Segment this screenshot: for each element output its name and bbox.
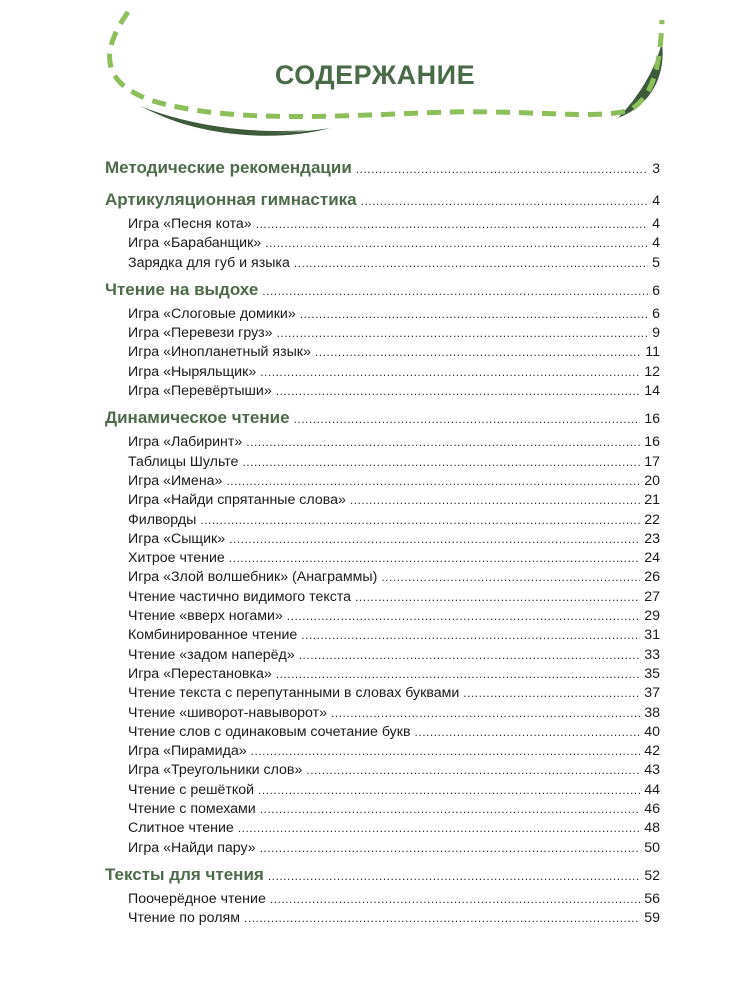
toc-section[interactable] xyxy=(105,190,660,216)
dot-leader xyxy=(350,493,640,507)
dot-leader xyxy=(276,384,640,398)
toc-item-label: Игра «Слоговые домики» xyxy=(128,305,296,322)
toc-page-number: 46 xyxy=(644,801,660,818)
toc-item[interactable] xyxy=(105,666,660,685)
toc-item[interactable] xyxy=(105,782,660,801)
dot-leader xyxy=(256,217,648,231)
toc-item[interactable] xyxy=(105,492,660,511)
toc-item-label: Игра «Барабанщик» xyxy=(128,235,262,252)
toc-page-number: 48 xyxy=(644,820,660,837)
toc-item-label: Слитное чтение xyxy=(128,820,234,837)
table-of-contents xyxy=(105,158,660,930)
dot-leader xyxy=(331,706,640,720)
toc-page-number: 56 xyxy=(644,890,660,907)
dot-leader xyxy=(251,744,641,758)
toc-item[interactable] xyxy=(105,589,660,608)
toc-page-number: 17 xyxy=(644,453,660,470)
toc-section[interactable] xyxy=(105,280,660,306)
toc-page-number: 12 xyxy=(644,363,660,380)
toc-page-number: 4 xyxy=(652,235,660,252)
dot-leader xyxy=(200,513,640,527)
dot-leader xyxy=(229,532,640,546)
toc-item-label: Игра «Лабиринт» xyxy=(128,434,243,451)
toc-section-title: Артикуляционная гимнастика xyxy=(105,190,357,209)
toc-page-number: 16 xyxy=(644,434,660,451)
toc-page-number: 6 xyxy=(652,305,660,322)
toc-item[interactable] xyxy=(105,306,660,325)
toc-item[interactable] xyxy=(105,364,660,383)
toc-item[interactable] xyxy=(105,801,660,820)
toc-page-number: 9 xyxy=(652,325,660,342)
toc-item[interactable] xyxy=(105,891,660,910)
dot-leader xyxy=(265,236,648,250)
toc-page-number: 44 xyxy=(644,781,660,798)
toc-page-number: 29 xyxy=(644,608,660,625)
swoosh-left xyxy=(140,106,310,132)
toc-item-label: Игра «Сыщик» xyxy=(128,530,226,547)
toc-item-label: Филворды xyxy=(128,511,197,528)
toc-page-number: 27 xyxy=(644,588,660,605)
toc-item-label: Чтение текста с перепутанными в словах буквами xyxy=(128,685,460,702)
toc-page-number: 38 xyxy=(644,704,660,721)
toc-page-number: 16 xyxy=(644,410,660,427)
dot-leader xyxy=(294,412,641,426)
toc-item[interactable] xyxy=(105,685,660,704)
toc-item[interactable] xyxy=(105,647,660,666)
toc-item-label: Поочерёдное чтение xyxy=(128,890,266,907)
toc-item-label: Игра «Треугольники слов» xyxy=(128,762,303,779)
toc-page-number: 43 xyxy=(644,762,660,779)
dot-leader xyxy=(238,821,640,835)
toc-item-label: Чтение по ролям xyxy=(128,910,240,927)
toc-item[interactable] xyxy=(105,910,660,929)
dot-leader xyxy=(268,869,641,883)
toc-item[interactable] xyxy=(105,216,660,235)
toc-page-number: 42 xyxy=(644,743,660,760)
toc-item-label: Игра «Инопланетный язык» xyxy=(128,344,311,361)
toc-item[interactable] xyxy=(105,627,660,646)
toc-item[interactable] xyxy=(105,325,660,344)
toc-item-label: Чтение с решёткой xyxy=(128,781,255,798)
toc-item-label: Хитрое чтение xyxy=(128,550,225,567)
toc-item[interactable] xyxy=(105,473,660,492)
toc-page-number: 59 xyxy=(644,910,660,927)
dot-leader xyxy=(244,911,640,925)
toc-item-label: Таблицы Шульте xyxy=(128,453,239,470)
toc-item-label: Игра «Найди пару» xyxy=(128,839,256,856)
toc-page-number: 4 xyxy=(652,216,660,232)
dot-leader xyxy=(229,551,640,565)
toc-page-number: 26 xyxy=(644,569,660,586)
toc-item-label: Игра «Злой волшебник» (Анаграммы) xyxy=(128,569,378,586)
toc-page-number: 5 xyxy=(652,254,660,271)
toc-item[interactable] xyxy=(105,255,660,274)
toc-item[interactable] xyxy=(105,344,660,363)
toc-item-label: Чтение «шиворот-навыворот» xyxy=(128,704,328,721)
toc-item-label: Комбинированное чтение xyxy=(128,627,298,644)
dot-leader xyxy=(226,474,640,488)
dot-leader xyxy=(315,345,641,359)
toc-section-title: Методические рекомендации xyxy=(105,158,352,177)
toc-item[interactable] xyxy=(105,608,660,627)
toc-item-label: Чтение слов с одинаковым сочетание букв xyxy=(128,723,411,740)
toc-page-number: 20 xyxy=(644,472,660,489)
toc-item[interactable] xyxy=(105,434,660,453)
toc-page-number: 11 xyxy=(645,344,660,361)
toc-item[interactable] xyxy=(105,454,660,473)
toc-item[interactable] xyxy=(105,762,660,781)
toc-item[interactable] xyxy=(105,383,660,402)
toc-item-label: Чтение «вверх ногами» xyxy=(128,608,283,625)
toc-page-number: 31 xyxy=(644,627,660,644)
toc-page-number: 50 xyxy=(644,839,660,856)
dot-leader xyxy=(381,570,640,584)
dot-leader xyxy=(355,590,640,604)
toc-section-title: Тексты для чтения xyxy=(105,864,264,884)
toc-page-number: 21 xyxy=(644,492,660,509)
toc-item[interactable] xyxy=(105,235,660,254)
dot-leader xyxy=(270,892,640,906)
dot-leader xyxy=(242,455,640,469)
toc-page-number: 22 xyxy=(644,511,660,528)
toc-item[interactable] xyxy=(105,550,660,569)
toc-item-label: Игра «Ныряльщик» xyxy=(128,363,257,380)
dot-leader xyxy=(287,609,640,623)
dot-leader xyxy=(260,841,641,855)
dot-leader xyxy=(258,783,640,797)
dot-leader xyxy=(260,365,640,379)
toc-item[interactable] xyxy=(105,724,660,743)
toc-item-label: Зарядка для губ и языка xyxy=(128,254,290,271)
toc-item[interactable] xyxy=(105,569,660,588)
toc-item[interactable] xyxy=(105,820,660,839)
toc-item-label: Игра «Пирамида» xyxy=(128,743,247,760)
toc-page-number: 3 xyxy=(652,160,660,176)
toc-item-label: Игра «Перевези груз» xyxy=(128,325,273,342)
toc-item-label: Игра «Перевёртыши» xyxy=(128,383,272,400)
toc-item-label: Игра «Песня кота» xyxy=(128,216,252,232)
dot-leader xyxy=(301,628,640,642)
dot-leader xyxy=(306,763,640,777)
swoosh-left-shadow xyxy=(145,108,330,136)
toc-page-number: 24 xyxy=(644,550,660,567)
toc-item[interactable] xyxy=(105,705,660,724)
dot-leader xyxy=(277,326,649,340)
toc-section-title: Чтение на выдохе xyxy=(105,279,259,299)
dot-leader xyxy=(246,435,640,449)
toc-page-number: 33 xyxy=(644,646,660,663)
dot-leader xyxy=(276,667,640,681)
toc-item-label: Игра «Имена» xyxy=(128,472,223,489)
toc-item-label: Чтение «задом наперёд» xyxy=(128,646,295,663)
dot-leader xyxy=(361,194,649,208)
toc-item-label: Игра «Найди спрятанные слова» xyxy=(128,492,346,509)
dot-leader xyxy=(262,284,648,298)
dot-leader xyxy=(463,686,640,700)
toc-section[interactable] xyxy=(105,408,660,434)
dot-leader xyxy=(294,256,648,270)
toc-item[interactable] xyxy=(105,840,660,859)
toc-section-title: Динамическое чтение xyxy=(105,408,290,428)
toc-item[interactable] xyxy=(105,512,660,531)
toc-page-number: 14 xyxy=(644,383,660,400)
toc-item[interactable] xyxy=(105,531,660,550)
toc-item[interactable] xyxy=(105,743,660,762)
toc-section[interactable] xyxy=(105,865,660,891)
toc-page-number: 40 xyxy=(644,723,660,740)
toc-page-number: 6 xyxy=(652,281,660,298)
toc-page-number: 4 xyxy=(652,192,660,208)
toc-item-label: Чтение частично видимого текста xyxy=(128,588,352,605)
page-title: СОДЕРЖАНИЕ xyxy=(274,60,476,90)
toc-page-number: 52 xyxy=(644,866,660,883)
toc-page-number: 37 xyxy=(644,685,660,702)
toc-page-number: 23 xyxy=(644,530,660,547)
toc-item-label: Чтение с помехами xyxy=(128,801,256,818)
dot-leader xyxy=(356,162,648,176)
toc-page-number: 35 xyxy=(644,665,660,682)
toc-section[interactable] xyxy=(105,158,660,184)
toc-item-label: Игра «Перестановка» xyxy=(128,665,272,682)
dot-leader xyxy=(260,802,640,816)
dot-leader xyxy=(415,725,641,739)
dot-leader xyxy=(300,307,648,321)
dot-leader xyxy=(299,648,641,662)
